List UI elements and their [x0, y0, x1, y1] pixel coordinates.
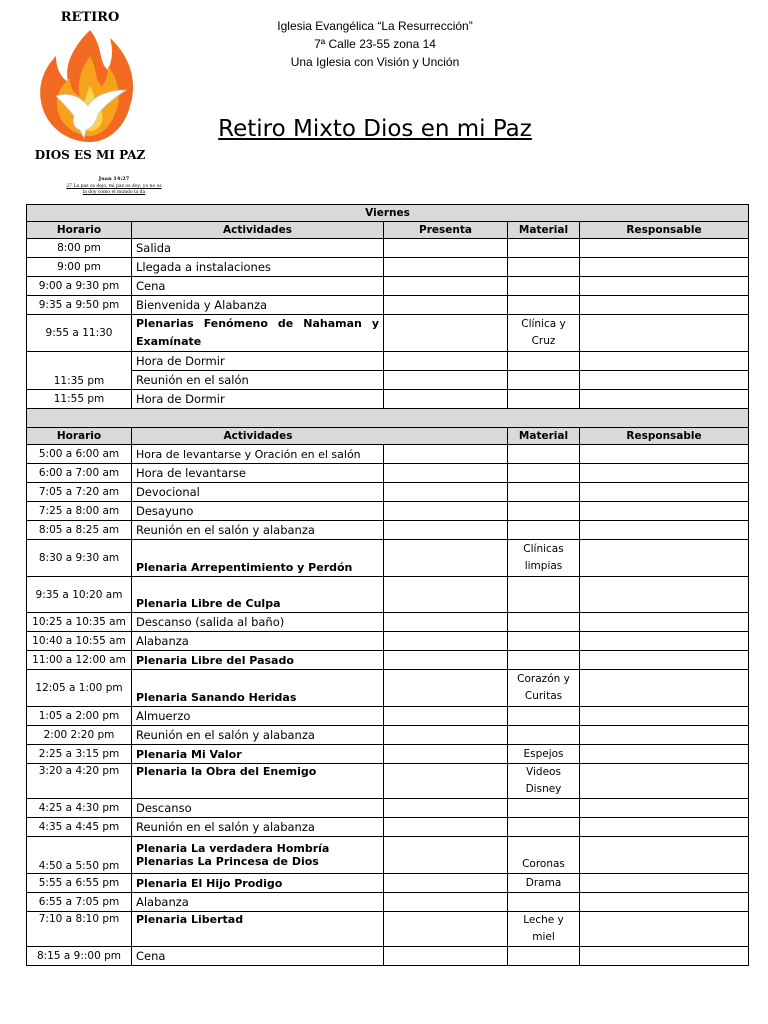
presenter-cell [384, 874, 508, 893]
material-cell [508, 726, 580, 745]
presenter-cell [384, 613, 508, 632]
time-cell: 2:00 2:20 pm [27, 726, 132, 745]
responsible-cell [580, 837, 749, 874]
responsible-cell [580, 745, 749, 764]
time-cell: 1:05 a 2:00 pm [27, 707, 132, 726]
column-header: Material [508, 222, 580, 239]
column-header-label: Actividades [223, 430, 293, 442]
presenter-cell [384, 521, 508, 540]
table-row [27, 445, 749, 464]
activity-cell: Devocional [132, 483, 384, 502]
time-cell: 5:00 a 6:00 am [27, 445, 132, 464]
presenter-cell [384, 483, 508, 502]
material-cell [508, 352, 580, 371]
day-separator [27, 409, 749, 428]
table-row [27, 947, 749, 966]
material-cell [508, 818, 580, 837]
logo-subtitle: DIOS ES MI PAZ [34, 148, 146, 162]
responsible-cell [580, 352, 749, 371]
responsible-cell [580, 521, 749, 540]
table-row [27, 296, 749, 315]
presenter-cell [384, 651, 508, 670]
responsible-cell [580, 464, 749, 483]
table-row [27, 632, 749, 651]
column-header: Horario [27, 222, 132, 239]
presenter-cell [384, 670, 508, 707]
time-cell: 7:25 a 8:00 am [27, 502, 132, 521]
material-cell [508, 277, 580, 296]
presenter-cell [384, 577, 508, 613]
table-row [27, 670, 749, 707]
presenter-cell [384, 893, 508, 912]
responsible-cell [580, 577, 749, 613]
column-header: Material [508, 428, 580, 445]
activity-cell: Plenaria Sanando Heridas [132, 670, 384, 707]
time-cell: 8:15 a 9::00 pm [27, 947, 132, 966]
responsible-cell [580, 893, 749, 912]
table-row [27, 745, 749, 764]
time-cell: 9:55 a 11:30 [27, 315, 132, 352]
material-cell [508, 390, 580, 409]
time-cell: 10:25 a 10:35 am [27, 613, 132, 632]
responsible-cell [580, 296, 749, 315]
activity-cell: Desayuno [132, 502, 384, 521]
table-row [27, 893, 749, 912]
retreat-logo [34, 6, 162, 198]
activity-cell: Llegada a instalaciones [132, 258, 384, 277]
activity-cell: Hora de levantarse y Oración en el salón [132, 445, 384, 464]
presenter-cell [384, 239, 508, 258]
activity-line: Plenarias La Princesa de Dios [136, 855, 319, 868]
church-header [230, 17, 520, 71]
time-cell: 8:30 a 9:30 am [27, 540, 132, 577]
presenter-cell [384, 912, 508, 947]
presenter-cell [384, 502, 508, 521]
time-cell: 6:55 a 7:05 pm [27, 893, 132, 912]
responsible-cell [580, 651, 749, 670]
material-cell: Coronas [508, 837, 580, 874]
material-cell [508, 258, 580, 277]
material-cell [508, 651, 580, 670]
activity-cell: Cena [132, 277, 384, 296]
responsible-cell [580, 390, 749, 409]
flame-dove-icon [34, 26, 146, 146]
responsible-cell [580, 799, 749, 818]
table-row [27, 726, 749, 745]
table-row [27, 239, 749, 258]
presenter-cell [384, 745, 508, 764]
church-motto: Una Iglesia con Visión y Unción [290, 55, 460, 69]
column-header: Actividades [132, 222, 384, 239]
responsible-cell [580, 445, 749, 464]
material-cell: Corazón y Curitas [508, 670, 580, 707]
activity-cell: Hora de levantarse [132, 464, 384, 483]
activity-cell: Descanso [132, 799, 384, 818]
material-cell: Leche y miel [508, 912, 580, 947]
table-row [27, 390, 749, 409]
table-row [27, 540, 749, 577]
activity-cell: Cena [132, 947, 384, 966]
activity-cell: Plenaria Libertad [132, 912, 384, 947]
material-cell: Clínica y Cruz [508, 315, 580, 352]
time-cell: 12:05 a 1:00 pm [27, 670, 132, 707]
column-header: Horario [27, 428, 132, 445]
responsible-cell [580, 258, 749, 277]
column-header: Responsable [580, 428, 749, 445]
logo-verse: 27 La paz os dejo, mi paz os doy; yo no os la doy como el mundo la da [66, 184, 162, 195]
activity-cell: Reunión en el salón y alabanza [132, 521, 384, 540]
church-name: Iglesia Evangélica “La Resurrección” [277, 19, 473, 33]
presenter-cell [384, 818, 508, 837]
presenter-cell [384, 707, 508, 726]
responsible-cell [580, 764, 749, 799]
table-row [27, 577, 749, 613]
time-cell: 3:20 a 4:20 pm [27, 764, 132, 799]
responsible-cell [580, 315, 749, 352]
table-row [27, 799, 749, 818]
column-header [132, 428, 508, 445]
activity-cell: Reunión en el salón y alabanza [132, 726, 384, 745]
activity-cell: Bienvenida y Alabanza [132, 296, 384, 315]
time-cell: 7:10 a 8:10 pm [27, 912, 132, 947]
table-row [27, 613, 749, 632]
activity-cell [132, 837, 384, 874]
responsible-cell [580, 483, 749, 502]
material-cell [508, 464, 580, 483]
time-cell: 4:35 a 4:45 pm [27, 818, 132, 837]
presenter-cell [384, 837, 508, 874]
column-header-row [27, 222, 749, 239]
time-cell: 8:05 a 8:25 am [27, 521, 132, 540]
responsible-cell [580, 632, 749, 651]
presenter-cell [384, 947, 508, 966]
table-row [27, 277, 749, 296]
day-header-row [27, 205, 749, 222]
table-row [27, 837, 749, 874]
presenter-cell [384, 390, 508, 409]
presenter-cell [384, 764, 508, 799]
presenter-cell [384, 277, 508, 296]
material-cell [508, 296, 580, 315]
table-row [27, 502, 749, 521]
time-cell: 9:35 a 9:50 pm [27, 296, 132, 315]
material-cell [508, 521, 580, 540]
activity-cell: Alabanza [132, 632, 384, 651]
responsible-cell [580, 239, 749, 258]
time-cell: 10:40 a 10:55 am [27, 632, 132, 651]
table-row [27, 912, 749, 947]
activity-cell: Descanso (salida al baño) [132, 613, 384, 632]
responsible-cell [580, 912, 749, 947]
activity-cell: Plenaria Libre de Culpa [132, 577, 384, 613]
column-header-row [27, 428, 749, 445]
responsible-cell [580, 540, 749, 577]
activity-cell: Alabanza [132, 893, 384, 912]
time-cell: 4:25 a 4:30 pm [27, 799, 132, 818]
time-cell: 11:55 pm [27, 390, 132, 409]
material-cell [508, 613, 580, 632]
responsible-cell [580, 947, 749, 966]
activity-cell: Hora de Dormir [132, 352, 384, 371]
time-cell: 9:00 a 9:30 pm [27, 277, 132, 296]
time-cell: 8:00 pm [27, 239, 132, 258]
time-cell: 5:55 a 6:55 pm [27, 874, 132, 893]
activity-cell: Plenaria El Hijo Prodigo [132, 874, 384, 893]
time-cell: 4:50 a 5:50 pm [27, 837, 132, 874]
activity-cell: Almuerzo [132, 707, 384, 726]
material-cell: Espejos [508, 745, 580, 764]
table-row [27, 483, 749, 502]
material-cell [508, 371, 580, 390]
activity-cell: Reunión en el salón [132, 371, 384, 390]
presenter-cell [384, 258, 508, 277]
material-cell [508, 799, 580, 818]
presenter-cell [384, 799, 508, 818]
responsible-cell [580, 277, 749, 296]
activity-cell: Plenaria Arrepentimiento y Perdón [132, 540, 384, 577]
day-label: Viernes [27, 205, 749, 222]
responsible-cell [580, 670, 749, 707]
presenter-cell [384, 315, 508, 352]
material-cell [508, 632, 580, 651]
table-row [27, 764, 749, 799]
time-cell: 2:25 a 3:15 pm [27, 745, 132, 764]
table-row [27, 818, 749, 837]
time-cell: 9:35 a 10:20 am [27, 577, 132, 613]
responsible-cell [580, 502, 749, 521]
material-cell [508, 445, 580, 464]
responsible-cell [580, 613, 749, 632]
column-header: Presenta [384, 222, 508, 239]
responsible-cell [580, 707, 749, 726]
presenter-cell [384, 445, 508, 464]
material-cell: Drama [508, 874, 580, 893]
activity-cell: Plenaria Libre del Pasado [132, 651, 384, 670]
material-cell [508, 502, 580, 521]
table-row [27, 371, 749, 390]
schedule-table [26, 204, 749, 966]
column-header: Responsable [580, 222, 749, 239]
time-cell: 11:00 a 12:00 am [27, 651, 132, 670]
responsible-cell [580, 371, 749, 390]
logo-verse-reference: Juan 14:27 [98, 176, 130, 182]
material-cell [508, 893, 580, 912]
time-cell: 9:00 pm [27, 258, 132, 277]
presenter-cell [384, 632, 508, 651]
responsible-cell [580, 874, 749, 893]
activity-cell: Salida [132, 239, 384, 258]
material-cell [508, 483, 580, 502]
material-cell [508, 577, 580, 613]
church-address: 7ª Calle 23-55 zona 14 [314, 37, 436, 51]
activity-cell: Plenaria Mi Valor [132, 745, 384, 764]
time-cell: 11:35 pm [27, 352, 132, 390]
material-cell [508, 239, 580, 258]
activity-cell: Plenarias Fenómeno de Nahaman y Examínate [132, 315, 384, 352]
material-cell [508, 707, 580, 726]
time-cell: 6:00 a 7:00 am [27, 464, 132, 483]
activity-cell: Plenaria la Obra del Enemigo [132, 764, 384, 799]
presenter-cell [384, 726, 508, 745]
table-row [27, 315, 749, 352]
material-cell [508, 947, 580, 966]
table-row [27, 521, 749, 540]
presenter-cell [384, 296, 508, 315]
logo-title: RETIRO [60, 10, 120, 25]
table-row [27, 352, 749, 371]
presenter-cell [384, 464, 508, 483]
responsible-cell [580, 818, 749, 837]
material-cell: Clínicas limpias [508, 540, 580, 577]
table-row [27, 874, 749, 893]
page-title: Retiro Mixto Dios en mi Paz [218, 116, 532, 142]
presenter-cell [384, 540, 508, 577]
activity-line: Plenaria La verdadera Hombría [136, 842, 330, 855]
responsible-cell [580, 726, 749, 745]
activity-cell: Hora de Dormir [132, 390, 384, 409]
time-cell: 7:05 a 7:20 am [27, 483, 132, 502]
table-row [27, 464, 749, 483]
table-row [27, 707, 749, 726]
table-row [27, 651, 749, 670]
table-row [27, 258, 749, 277]
presenter-cell [384, 352, 508, 371]
presenter-cell [384, 371, 508, 390]
activity-cell: Reunión en el salón y alabanza [132, 818, 384, 837]
material-cell: Videos Disney [508, 764, 580, 799]
day-separator-row [27, 409, 749, 428]
